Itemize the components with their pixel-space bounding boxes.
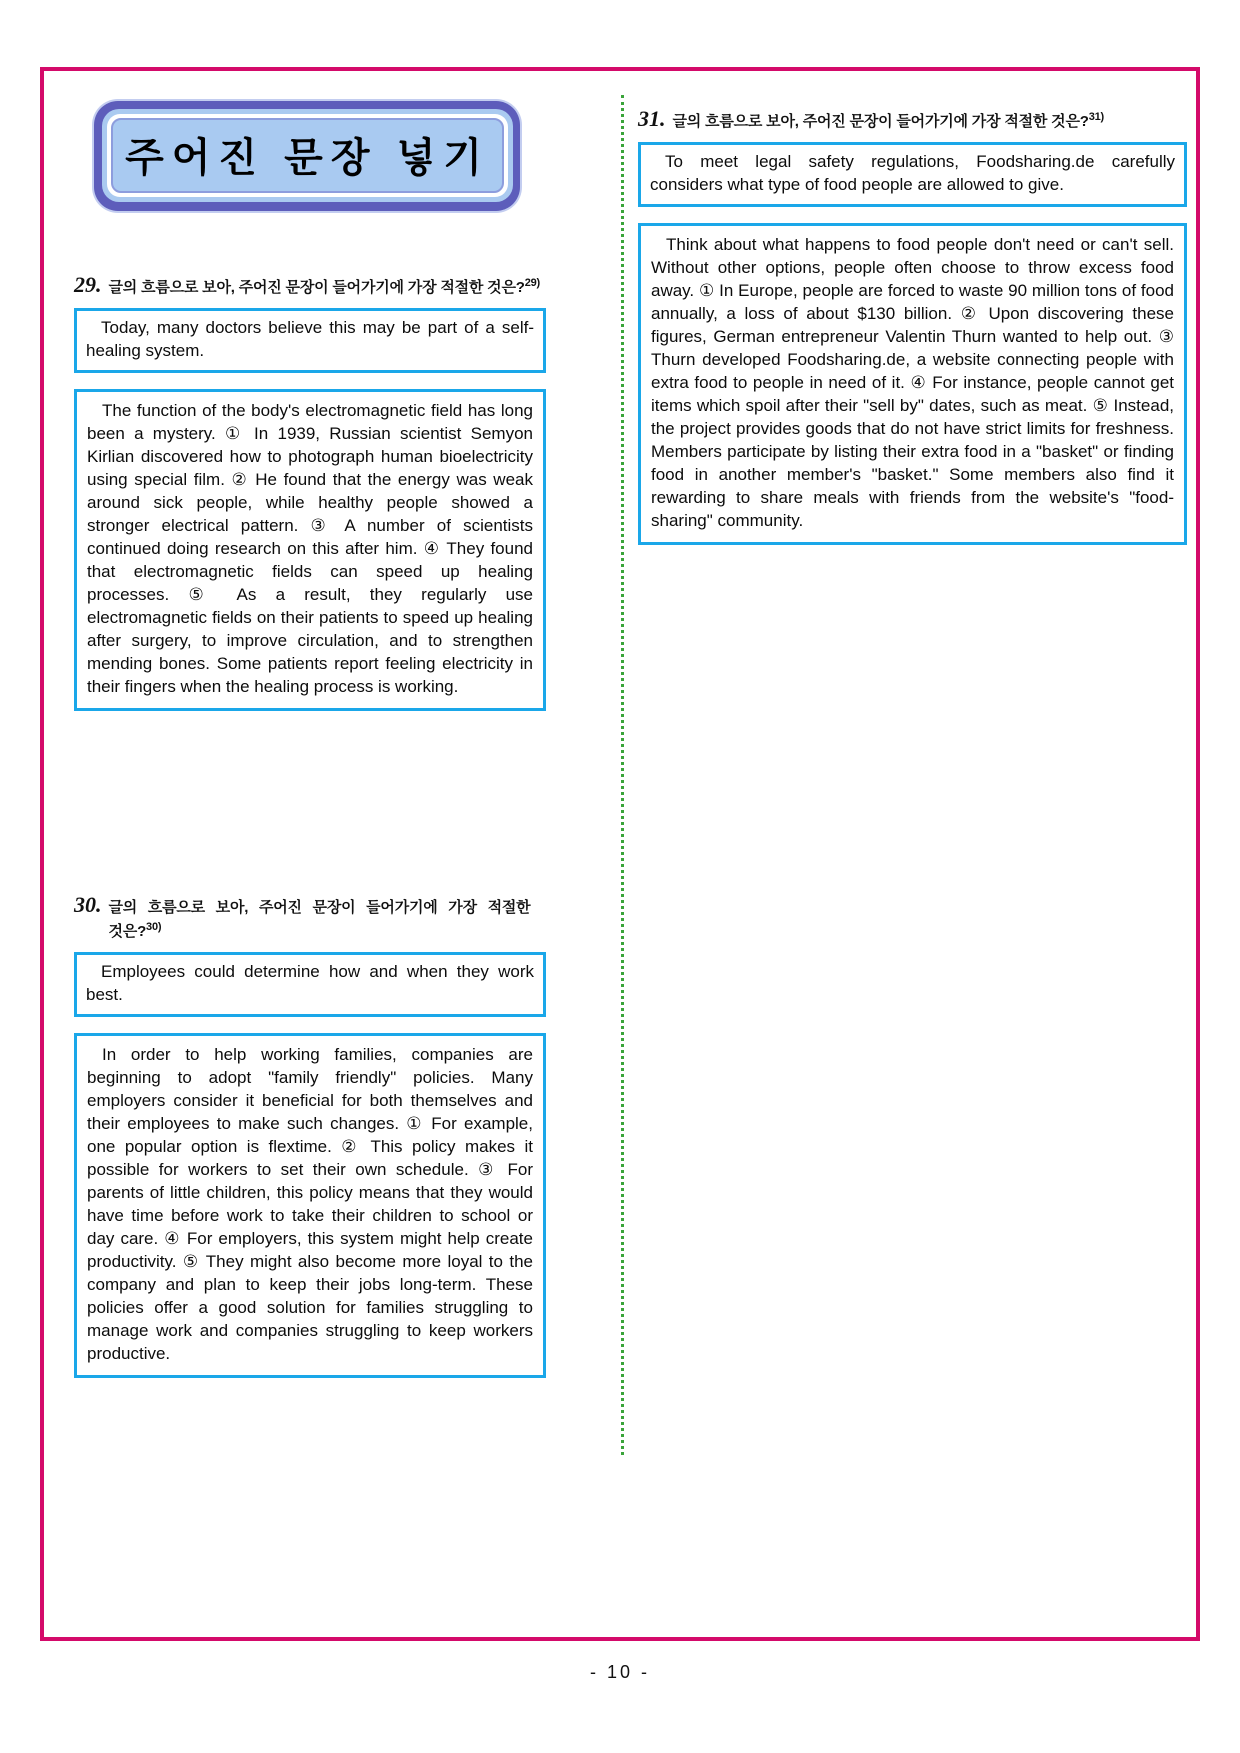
banner-ring-white	[107, 114, 508, 197]
question-29-passage-box	[74, 389, 546, 711]
question-30-header	[74, 893, 546, 944]
passage-text: Think about what happens to food people don't need or can't sell. Without other options, people often choose to throw excess food away. ① In Europe, people are forced to waste 90 million tons of food annually, a loss of about $130 billion. ② Upon discovering these figures, German entrepreneur Valentin Thurn wanted to help out. ③ Thurn developed Foodsharing.de, a website connecting people with extra food to people in need of it. ④ For instance, people cannot get items which spoil after their "sell by" dates, such as meat. ⑤ Instead, the project provides goods that do not have strict limits for freshness. Members participate by listing their extra food in a "basket" or finding food in another member's "basket." Some members also find it rewarding to share meals with friends from the website's "food-sharing" community.	[651, 235, 1174, 530]
right-column	[638, 71, 1187, 545]
question-29-given-box	[74, 308, 546, 373]
question-30-given-box	[74, 952, 546, 1017]
question-prompt-text: 글의 흐름으로 보아, 주어진 문장이 들어가기에 가장 적절한 것은?	[672, 113, 1089, 130]
question-number: 30.	[74, 892, 102, 917]
question-prompt	[109, 893, 547, 944]
footnote-ref: 29)	[524, 277, 541, 289]
question-prompt	[673, 107, 1105, 134]
question-prompt	[109, 273, 541, 300]
question-prompt-text: 글의 흐름으로 보아, 주어진 문장이 들어가기에 가장 적절한 것은?	[108, 279, 525, 296]
left-column	[74, 71, 546, 1378]
section-title-banner	[94, 101, 520, 211]
question-29-header	[74, 273, 546, 300]
question-prompt-text: 글의 흐름으로 보아, 주어진 문장이 들어가기에 가장 적절한 것은?	[108, 899, 531, 940]
footnote-ref: 31)	[1088, 111, 1105, 123]
given-sentence-text: Today, many doctors believe this may be part of a self-healing system.	[86, 318, 534, 360]
banner-ring-lightblue	[102, 109, 513, 202]
question-31-header	[638, 107, 1187, 134]
question-30-passage-box	[74, 1033, 546, 1378]
given-sentence-text: Employees could determine how and when they work best.	[86, 962, 534, 1004]
passage-text: The function of the body's electromagnetic field has long been a mystery. ① In 1939, Russian scientist Semyon Kirlian discovered how to photograph human bioelectricity using special film. ② He found that the energy was weak around sick people, while healthy people showed a stronger electrical pattern. ③ A number of scientists continued doing research on this after him. ④ They found that electromagnetic fields can speed up healing processes. ⑤ As a result, they regularly use electromagnetic fields on their patients to speed up healing after surgery, to improve circulation, and to strengthen mending bones. Some patients report feeling electricity in their fingers when the healing process is working.	[87, 401, 533, 696]
question-31-passage-box	[638, 223, 1187, 545]
page-number: - 10 -	[589, 1662, 650, 1682]
passage-text: In order to help working families, companies are beginning to adopt "family friendly" policies. Many employers consider it beneficial for both themselves and their employees to make such changes. ① For example, one popular option is flextime. ② This policy makes it possible for workers to set their own schedule. ③ For parents of little children, this policy means that they would have time before work to take their children to school or day care. ④ For employers, this system might help create productivity. ⑤ They might also become more loyal to the company and plan to keep their jobs long-term. These policies offer a good solution for families struggling to manage work and companies struggling to keep workers productive.	[87, 1045, 533, 1363]
question-number: 29.	[74, 272, 102, 297]
page-frame	[40, 67, 1200, 1641]
column-divider	[621, 95, 624, 1455]
question-number: 31.	[638, 106, 666, 131]
question-31-given-box	[638, 142, 1187, 207]
given-sentence-text: To meet legal safety regulations, Foodsharing.de carefully considers what type of food people are allowed to give.	[650, 152, 1175, 194]
footnote-ref: 30)	[146, 921, 162, 933]
page-title: 주어진 문장 넣기	[111, 118, 504, 193]
